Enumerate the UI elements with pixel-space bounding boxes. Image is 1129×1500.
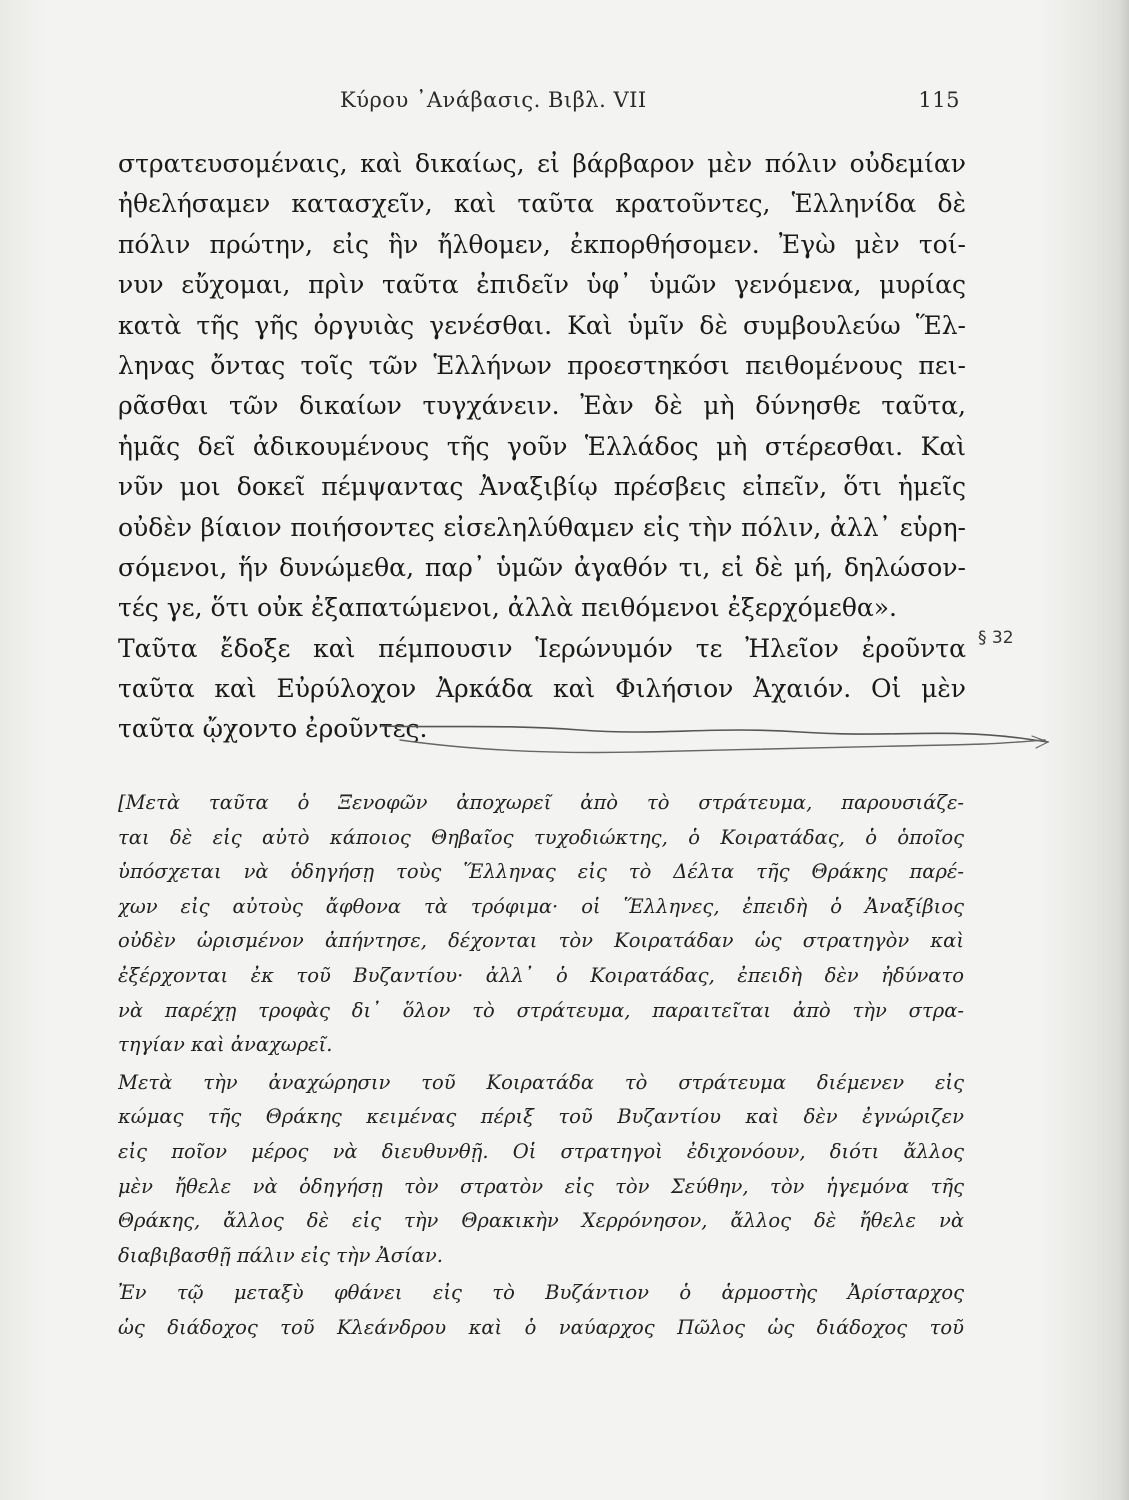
page-number: 115 — [918, 88, 960, 112]
main-text — [118, 144, 966, 750]
text-line: στρατευσομέναις, καὶ δικαίως, εἰ βάρβαρον μὲν πόλιν οὐδεμίαν — [118, 149, 966, 178]
text-line: νῦν μοι δοκεῖ πέμψαντας Ἀναξιβίῳ πρέσβεις εἰπεῖν, ὅτι ἡμεῖς — [118, 472, 966, 502]
text-line: διαβιβασθῇ πάλιν εἰς τὴν Ἀσίαν. — [118, 1243, 443, 1267]
text-line: πόλιν πρώτην, εἰς ἣν ἤλθομεν, ἐκπορθήσομεν. Ἐγὼ μὲν τοί- — [118, 229, 966, 259]
pencil-underline-mark — [380, 716, 1060, 776]
text-line: οὐδὲν βίαιον ποιήσοντες εἰσεληλύθαμεν εἰς τὴν πόλιν, ἀλλ᾿ εὑρη- — [118, 512, 966, 542]
text-line: ὡς διάδοχος τοῦ Κλεάνδρου καὶ ὁ ναύαρχος Πῶλος ὡς διάδοχος τοῦ — [118, 1315, 964, 1339]
text-line: ρᾶσθαι τῶν δικαίων τυγχάνειν. Ἐὰν δὲ μὴ δύνησθε ταῦτα, — [118, 391, 966, 421]
text-line: τηγίαν καὶ ἀναχωρεῖ. — [118, 1033, 333, 1057]
commentary-paragraph-3 — [118, 1276, 964, 1345]
text-line: χων εἰς αὐτοὺς ἄφθονα τὰ τρόφιμα· οἱ Ἕλληνες, ἐπειδὴ ὁ Ἀναξίβιος — [118, 894, 964, 918]
text-line: οὐδὲν ὡρισμένον ἀπήντησε, δέχονται τὸν Κοιρατάδαν ὡς στρατηγὸν καὶ — [118, 929, 964, 953]
text-line: [Μετὰ ταῦτα ὁ Ξενοφῶν ἀποχωρεῖ ἀπὸ τὸ στράτευμα, παρουσιάζε- — [118, 791, 964, 814]
text-line: τές γε, ὅτι οὐκ ἐξαπατώμενοι, ἀλλὰ πειθόμενοι ἐξερχόμεθα». — [118, 593, 898, 623]
text-line: εἰς ποῖον μέρος νὰ διευθυνθῇ. Οἱ στρατηγοὶ ἐδιχονόουν, διότι ἄλλος — [118, 1139, 964, 1163]
running-head — [120, 84, 960, 118]
text-line: κώμας τῆς Θράκης κειμένας πέριξ τοῦ Βυζαντίου καὶ δὲν ἐγνώριζεν — [118, 1105, 964, 1129]
page-edge-shadow — [1119, 0, 1129, 1500]
text-line: ταῦτα ᾤχοντο ἐροῦντες. — [118, 714, 428, 744]
text-line: Μετὰ τὴν ἀναχώρησιν τοῦ Κοιρατάδα τὸ στράτευμα διέμενεν εἰς — [118, 1070, 964, 1094]
text-line: κατὰ τῆς γῆς ὀργυιὰς γενέσθαι. Καὶ ὑμῖν δὲ συμβουλεύω Ἕλ- — [118, 310, 966, 340]
text-line: μὲν ἤθελε νὰ ὁδηγήσῃ τὸν στρατὸν εἰς τὸν Σεύθην, τὸν ἡγεμόνα τῆς — [118, 1174, 964, 1198]
text-line: ἠθελήσαμεν κατασχεῖν, καὶ ταῦτα κρατοῦντες, Ἑλληνίδα δὲ — [118, 189, 966, 219]
text-line: ται δὲ εἰς αὐτὸ κάποιος Θηβαῖος τυχοδιώκτης, ὁ Κοιρατάδας, ὁ ὁποῖος — [118, 825, 964, 849]
commentary-text — [118, 786, 964, 1346]
text-line: νὰ παρέχῃ τροφὰς δι᾿ ὅλον τὸ στράτευμα, παραιτεῖται ἀπὸ τὴν στρα- — [118, 998, 964, 1022]
text-line: Ταῦτα ἔδοξε καὶ πέμπουσιν Ἱερώνυμόν τε Ἠλεῖον ἐροῦντα — [118, 633, 966, 663]
section-marker: § 32 — [978, 628, 1014, 648]
commentary-paragraph-1 — [118, 786, 964, 1063]
text-line: Ἐν τῷ μεταξὺ φθάνει εἰς τὸ Βυζάντιον ὁ ἁρμοστὴς Ἀρίσταρχος — [118, 1281, 964, 1305]
running-title: Κύρου ᾿Ανάβασις. Βιβλ. VII — [340, 88, 647, 112]
text-line: Θράκης, ἄλλος δὲ εἰς τὴν Θρακικὴν Χερρόνησον, ἄλλος δὲ ἤθελε νὰ — [118, 1209, 964, 1233]
text-line: ὑπόσχεται νὰ ὁδηγήσῃ τοὺς Ἕλληνας εἰς τὸ Δέλτα τῆς Θράκης παρέ- — [118, 860, 964, 884]
text-line: ληνας ὄντας τοῖς τῶν Ἑλλήνων προεστηκόσι πειθομένους πει- — [118, 350, 966, 380]
text-line: ἐξέρχονται ἐκ τοῦ Βυζαντίου· ἀλλ᾿ ὁ Κοιρατάδας, ἐπειδὴ δὲν ἠδύνατο — [118, 963, 964, 987]
text-line: νυν εὔχομαι, πρὶν ταῦτα ἐπιδεῖν ὑφ᾿ ὑμῶν γενόμενα, μυρίας — [118, 270, 966, 300]
text-line: σόμενοι, ἥν δυνώμεθα, παρ᾿ ὑμῶν ἀγαθόν τι, εἰ δὲ μή, δηλώσον- — [118, 552, 966, 582]
text-line: ταῦτα καὶ Εὐρύλοχον Ἀρκάδα καὶ Φιλήσιον Ἀχαιόν. Οἱ μὲν — [118, 674, 966, 704]
main-paragraph-1 — [118, 144, 966, 629]
commentary-paragraph-2 — [118, 1066, 964, 1274]
text-line: ἡμᾶς δεῖ ἀδικουμένους τῆς γοῦν Ἑλλάδος μὴ στέρεσθαι. Καὶ — [118, 431, 966, 461]
